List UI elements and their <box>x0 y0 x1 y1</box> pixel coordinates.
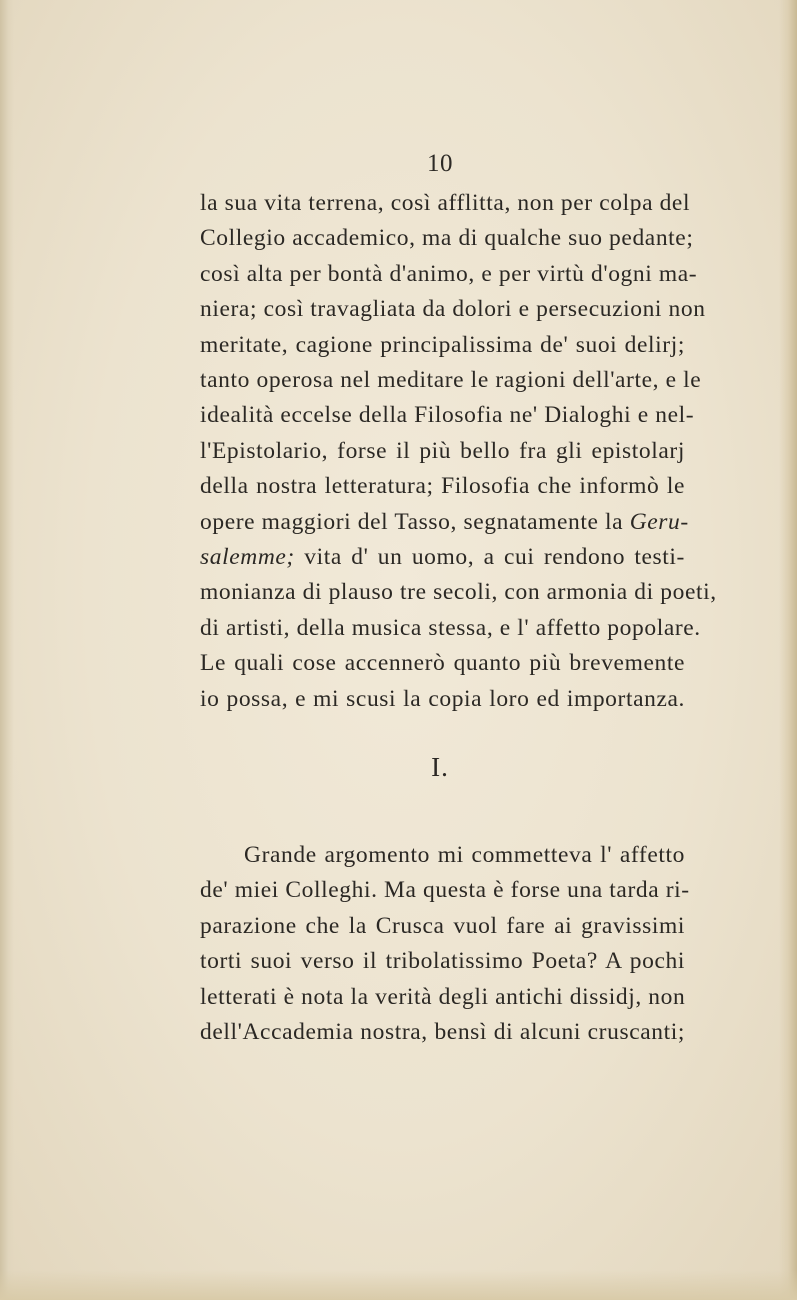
paragraph-1 <box>200 186 717 717</box>
page-edge-right <box>779 0 797 1300</box>
text-line-with-italic <box>200 540 685 575</box>
text-line: così alta per bontà d'animo, e per virtù d'ogni ma- <box>200 260 698 287</box>
text-line: niera; così travagliata da dolori e persecuzioni non <box>200 296 706 323</box>
text-line: dell'Accademia nostra, bensì di alcuni cruscanti; <box>200 1019 685 1046</box>
page-edge-bottom <box>0 1270 797 1300</box>
text-line: di artisti, della musica stessa, e l' affetto popolare. <box>200 614 701 641</box>
page-edge-left <box>0 0 14 1300</box>
section-heading: I. <box>431 752 449 782</box>
text-line: io possa, e mi scusi la copia loro ed importanza. <box>200 685 685 712</box>
text-line: meritate, cagione principalissima de' suoi delirj; <box>200 331 685 358</box>
text-fragment: opere maggiori del Tasso, segnatamente la <box>200 508 624 535</box>
text-line: monianza di plauso tre secoli, con armonia di poeti, <box>200 579 717 606</box>
text-line: la sua vita terrena, così afflitta, non per colpa del <box>200 190 691 216</box>
text-line: Le quali cose accennerò quanto più brevemente <box>200 650 685 677</box>
text-line: parazione che la Crusca vuol fare ai gravissimi <box>200 912 685 939</box>
italic-title-fragment: Geru- <box>629 508 689 535</box>
text-line: de' miei Colleghi. Ma questa è forse una tarda ri- <box>200 877 690 904</box>
text-fragment: vita d' un uomo, a cui rendono testi- <box>304 544 685 571</box>
italic-title-fragment: salemme; <box>200 544 295 571</box>
text-line: idealità eccelse della Filosofia ne' Dialoghi e nel- <box>200 402 695 429</box>
text-line: Collegio accademico, ma di qualche suo pedante; <box>200 225 694 252</box>
paragraph-2 <box>200 838 690 1050</box>
text-line: della nostra letteratura; Filosofia che informò le <box>200 473 685 500</box>
page-number: 10 <box>427 150 453 177</box>
text-line: letterati è nota la verità degli antichi dissidj, non <box>200 983 686 1010</box>
text-line: tanto operosa nel meditare le ragioni dell'arte, e le <box>200 367 702 394</box>
text-line-with-italic <box>200 505 689 540</box>
text-line: l'Epistolario, forse il più bello fra gli epistolarj <box>200 437 685 464</box>
text-line: torti suoi verso il tribolatissimo Poeta? A pochi <box>200 948 685 975</box>
text-line: Grande argomento mi commetteva l' affetto <box>244 842 685 868</box>
